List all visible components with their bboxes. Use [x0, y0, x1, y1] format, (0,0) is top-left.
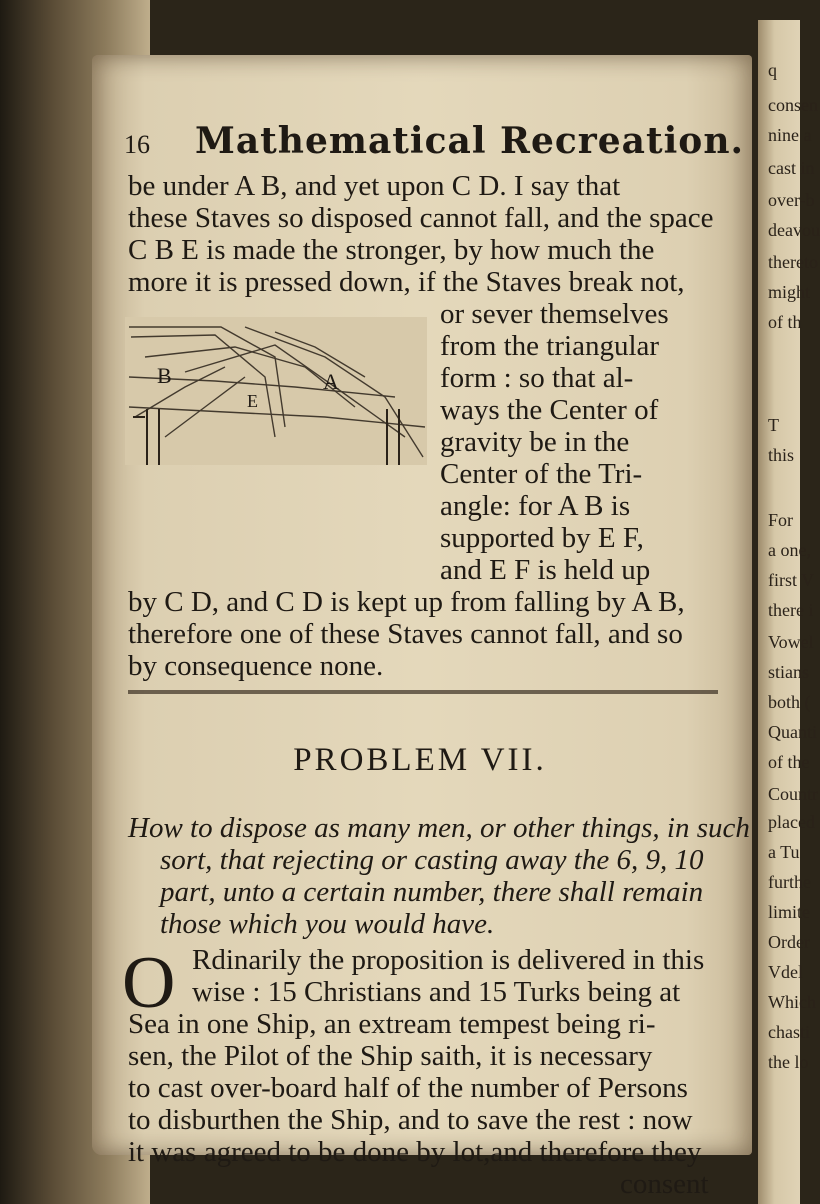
next-page-fragment: the lo — [768, 1052, 809, 1072]
next-page-fragment: there i — [768, 600, 814, 620]
next-page-fragment: Order — [768, 932, 810, 952]
problem-heading: PROBLEM VII. — [293, 742, 547, 778]
next-page-fragment: thereto — [768, 252, 818, 272]
next-page-fragment: furthe — [768, 872, 811, 892]
next-page-fragment: deavou — [768, 220, 820, 240]
text-line: those which you would have. — [160, 908, 495, 940]
text-line: form : so that al- — [440, 362, 634, 394]
text-line: angle: for A B is — [440, 490, 631, 522]
drop-cap: O — [122, 942, 176, 1024]
text-line: C B E is made the stronger, by how much the — [128, 234, 655, 266]
next-page-fragment: chasti — [768, 1022, 810, 1042]
figure-label-b: B — [157, 363, 172, 388]
running-head: Mathematical Recreation. — [195, 120, 745, 162]
page-number: 16 — [124, 130, 150, 159]
next-page-fragment: Vdel — [768, 962, 803, 982]
text-line: Center of the Tri- — [440, 458, 643, 490]
next-page-fragment: T — [768, 415, 779, 435]
next-page-fragment: this — [768, 445, 795, 465]
next-page-fragment: first V — [768, 570, 815, 590]
text-line: wise : 15 Christians and 15 Turks being at — [192, 976, 681, 1008]
next-page-fragment: cast in — [768, 158, 815, 178]
next-page-fragment: nine a — [768, 125, 812, 145]
next-page-fragment: a one, — [768, 540, 811, 560]
text-line: by consequence none. — [128, 650, 384, 682]
text-line: to disburthen the Ship, and to save the rest : now — [128, 1104, 693, 1136]
text-line: to cast over-board half of the number of Persons — [128, 1072, 688, 1104]
text-line: supported by E F, — [440, 522, 644, 554]
next-page-fragment: Quanti — [768, 722, 817, 742]
text-line: ways the Center of — [440, 394, 659, 426]
text-line: by C D, and C D is kept up from falling by A B, — [128, 586, 685, 618]
next-page-fragment: stians — [768, 662, 810, 682]
text-line: How to dispose as many men, or other things, in such — [128, 812, 750, 844]
text-line: it was agreed to be done by lot,and therefore they — [128, 1136, 702, 1168]
next-page-fragment: over-b — [768, 190, 815, 210]
text-line: Sea in one Ship, an extream tempest being ri- — [128, 1008, 656, 1040]
text-line: and E F is held up — [440, 554, 651, 586]
next-page-fragment: of the — [768, 752, 810, 772]
next-page-fragment: limite — [768, 902, 810, 922]
catchword: consent — [620, 1168, 709, 1200]
text-line: sen, the Pilot of the Ship saith, it is necessary — [128, 1040, 653, 1072]
next-page-edge — [758, 20, 820, 1204]
next-page-fragment: Countr — [768, 784, 819, 804]
text-line: gravity be in the — [440, 426, 630, 458]
figure-label-e: E — [247, 391, 258, 411]
text-line: Rdinarily the proposition is delivered in this — [192, 944, 705, 976]
next-page-fragment: For — [768, 510, 794, 530]
text-line: sort, that rejecting or casting away the 6, 9, 10 — [160, 844, 704, 876]
next-page-fragment: placed — [768, 812, 815, 832]
text-line: be under A B, and yet upon C D. I say that — [128, 170, 621, 202]
text-line: these Staves so disposed cannot fall, and the space — [128, 202, 714, 234]
next-page-fragment: a Tu — [768, 842, 800, 862]
next-page-fragment: of th — [768, 312, 802, 332]
section-rule — [128, 690, 718, 694]
text-line: part, unto a certain number, there shall remain — [160, 876, 704, 908]
next-page-fragment: Vowel — [768, 632, 814, 652]
next-page-fragment: both ( — [768, 692, 811, 712]
text-line: more it is pressed down, if the Staves break not, — [128, 266, 685, 298]
next-page-fragment: might — [768, 282, 811, 302]
text-line: or sever themselves — [440, 298, 669, 330]
figure-label-a: A — [323, 369, 339, 394]
next-page-fragment: consen — [768, 95, 818, 115]
text-line: therefore one of these Staves cannot fall, and so — [128, 618, 683, 650]
next-page-fragment: q — [768, 60, 777, 80]
staves-figure — [125, 317, 427, 465]
text-line: from the triangular — [440, 330, 660, 362]
next-page-fragment: Which — [768, 992, 816, 1012]
